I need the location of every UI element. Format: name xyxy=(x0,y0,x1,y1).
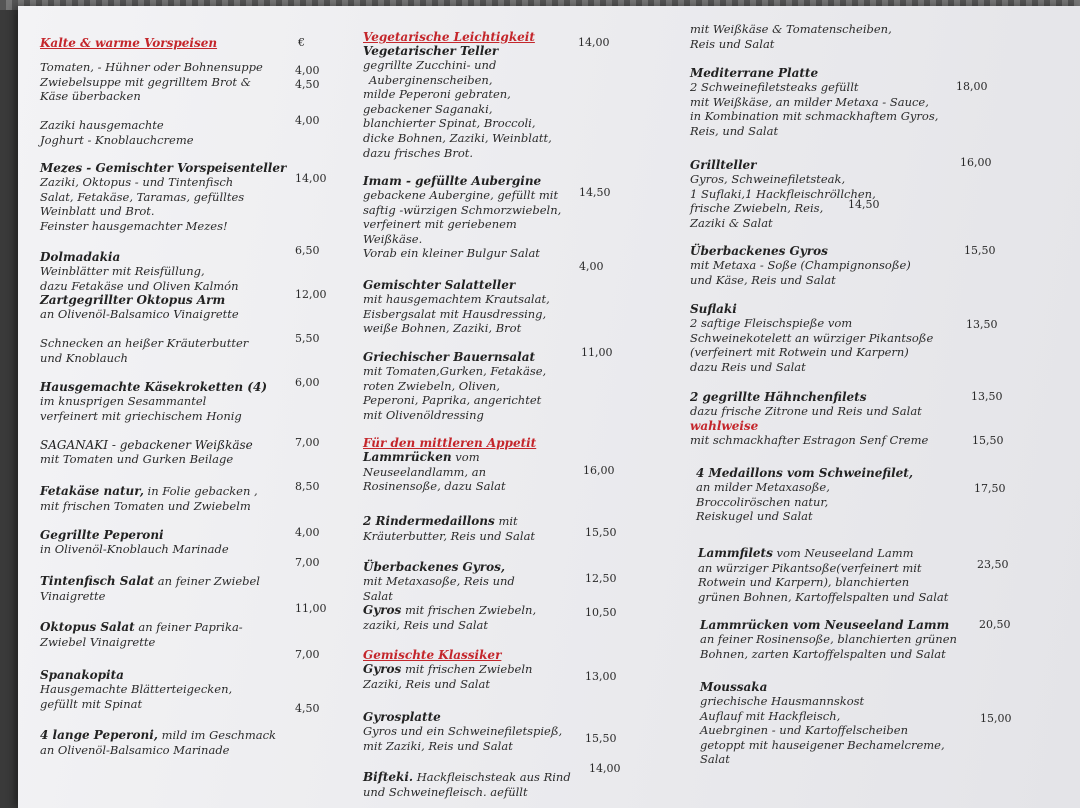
price: 20,50 xyxy=(979,618,1011,631)
price: 8,50 xyxy=(295,480,320,493)
price: 13,50 xyxy=(971,390,1003,403)
menu-item-gyros-klassiker: Gyros mit frischen Zwiebeln Zaziki, Reis und Salat xyxy=(363,662,533,691)
price: 15,50 xyxy=(585,732,617,745)
price: 15,50 xyxy=(585,526,617,539)
price: 12,50 xyxy=(585,572,617,585)
price: 11,00 xyxy=(581,346,613,359)
menu-item-suppen: Tomaten, - Hühner oder Bohnensuppe Zwiebelsuppe mit gegrilltem Brot & Käse überbacken xyxy=(40,60,263,104)
price: 4,00 xyxy=(295,526,320,539)
menu-item-ueberbackenes-gyros-2: Überbackenes Gyros mit Metaxa - Soße (Champignonsoße) und Käse, Reis und Salat xyxy=(690,244,911,287)
currency-symbol: € xyxy=(298,36,305,49)
menu-item-schnecken: Schnecken an heißer Kräuterbutter und Knoblauch xyxy=(40,336,249,365)
price: 15,50 xyxy=(972,434,1004,447)
menu-item-suflaki: Suflaki 2 saftige Fleischspieße vom Schweinekotelett an würziger Pikantsoße (verfeinert mit Rotwein und Karpern) dazu Reis und Salat xyxy=(690,302,934,374)
price: 14,50 xyxy=(579,186,611,199)
menu-item-kaesekroketten: Hausgemachte Käsekroketten (4) im knusprigen Sesammantel verfeinert mit griechischem Honig xyxy=(40,380,267,423)
price: 16,00 xyxy=(960,156,992,169)
menu-item-grillteller: Grillteller Gyros, Schweinefiletsteak, 1 Suflaki,1 Hackfleischröllchen, frische Zwiebeln, Reis, Zaziki & Salat xyxy=(690,158,876,230)
price: 14,00 xyxy=(295,172,327,185)
menu-item-bifteki: Bifteki. Hackfleischsteak aus Rind und Schweinefleisch. aefüllt xyxy=(363,770,571,799)
menu-item-lammruecken: Lammrücken vom Neuseelandlamm, an Rosinensoße, dazu Salat xyxy=(363,450,506,494)
price: 5,50 xyxy=(295,332,320,345)
menu-item-lange-peperoni: 4 lange Peperoni, mild im Geschmack an Olivenöl-Balsamico Marinade xyxy=(40,728,277,757)
price: 10,50 xyxy=(585,606,617,619)
price: 7,00 xyxy=(295,556,320,569)
menu-item-lammfilets: Lammfilets vom Neuseeland Lamm an würziger Pikantsoße(verfeinert mit Rotwein und Karpern), blanchierten grünen Bohnen, Kartoffelspalten und Salat xyxy=(698,546,949,604)
menu-item-vegetarischer-teller: Vegetarischer Teller gegrillte Zucchini- und Auberginenscheiben, milde Peperoni gebraten, gebackener Saganaki, blanchierter Spinat, Broccoli, dicke Bohnen, Zaziki, Weinblatt, dazu frisches Brot. xyxy=(363,44,552,160)
price: 15,00 xyxy=(980,712,1012,725)
menu-item-gyrosplatte: Gyrosplatte Gyros und ein Schweinefiletspieß, mit Zaziki, Reis und Salat xyxy=(363,710,563,753)
menu-item-spanakopita: Spanakopita Hausgemachte Blätterteigecken, gefüllt mit Spinat xyxy=(40,668,233,711)
menu-item-bauernsalat: Griechischer Bauernsalat mit Tomaten,Gurken, Fetakäse, roten Zwiebeln, Oliven, Peperoni, Paprika, angerichtet mit Olivenöldressing xyxy=(363,350,547,422)
price: 4,50 xyxy=(295,702,320,715)
menu-item-moussaka: Moussaka griechische Hausmannskost Auflauf mit Hackfleisch, Auebrginen - und Kartoffelscheiben getoppt mit hauseigener Bechamelcreme, Salat xyxy=(700,680,945,767)
section-title-vorspeisen: Kalte & warme Vorspeisen xyxy=(40,36,218,50)
price: 18,00 xyxy=(956,80,988,93)
price: 12,00 xyxy=(295,288,327,301)
price: 16,00 xyxy=(583,464,615,477)
menu-item-oktopus-salat: Oktopus Salat an feiner Paprika- Zwiebel Vinaigrette xyxy=(40,620,243,649)
menu-item-continuation: mit Weißkäse & Tomatenscheiben, Reis und Salat xyxy=(690,22,892,51)
price: 14,00 xyxy=(589,762,621,775)
price: 4,00 xyxy=(579,260,604,273)
price: 17,50 xyxy=(974,482,1006,495)
price: 4,00 xyxy=(295,64,320,77)
section-title-vegetarisch: Vegetarische Leichtigkeit xyxy=(363,30,535,44)
price: 14,50 xyxy=(848,198,880,211)
price: 4,00 xyxy=(295,114,320,127)
menu-item-tintenfisch-salat: Tintenfisch Salat an feiner Zwiebel Vinaigrette xyxy=(40,574,260,603)
section-title-gemischte-klassiker: Gemischte Klassiker xyxy=(363,648,502,662)
price: 14,00 xyxy=(578,36,610,49)
menu-item-zaziki: Zaziki hausgemachte Joghurt - Knoblauchcreme xyxy=(40,118,194,147)
price: 13,50 xyxy=(966,318,998,331)
menu-page xyxy=(18,6,1080,808)
menu-item-mediterrane-platte: Mediterrane Platte 2 Schweinefiletsteaks gefüllt mit Weißkäse, an milder Metaxa - Sauce, in Kombination mit schmackhaftem Gyros, Reis, und Salat xyxy=(690,66,939,138)
section-title-mittlerer-appetit: Für den mittleren Appetit xyxy=(363,436,537,450)
menu-item-peperoni: Gegrillte Peperoni in Olivenöl-Knoblauch Marinade xyxy=(40,528,229,556)
price: 7,00 xyxy=(295,648,320,661)
menu-item-lammruecken-2: Lammrücken vom Neuseeland Lamm an feiner Rosinensoße, blanchierten grünen Bohnen, zarten Kartoffelspalten und Salat xyxy=(700,618,957,661)
menu-item-fetakaese: Fetakäse natur, in Folie gebacken , mit frischen Tomaten und Zwiebelm xyxy=(40,484,258,513)
menu-item-dolmadakia: Dolmadakia Weinblätter mit Reisfüllung, dazu Fetakäse und Oliven Kalmón Zartgegrillter Oktopus Arm an Olivenöl-Balsamico Vinaigrette xyxy=(40,250,239,322)
menu-item-saganaki: SAGANAKI - gebackener Weißkäse mit Tomaten und Gurken Beilage xyxy=(40,438,253,466)
menu-item-gemischter-salatteller: Gemischter Salatteller mit hausgemachtem Krautsalat, Eisbergsalat mit Hausdressing, weiße Bohnen, Zaziki, Brot xyxy=(363,278,550,336)
price: 6,50 xyxy=(295,244,320,257)
menu-item-imam: Imam - gefüllte Aubergine gebackene Aubergine, gefüllt mit saftig -würzigen Schmorzwiebeln, verfeinert mit geriebenem Weißkäse. Vorab ein kleiner Bulgur Salat xyxy=(363,174,562,261)
price: 7,00 xyxy=(295,436,320,449)
menu-item-rindermedaillons: 2 Rindermedaillons mit Kräuterbutter, Reis und Salat xyxy=(363,514,536,543)
menu-item-medaillons-schweinefilet: 4 Medaillons vom Schweinefilet, an milder Metaxasoße, Broccoliröschen natur, Reiskugel und Salat xyxy=(696,466,914,524)
price: 6,00 xyxy=(295,376,320,389)
price: 15,50 xyxy=(964,244,996,257)
menu-item-mezes: Mezes - Gemischter Vorspeisenteller Zaziki, Oktopus - und Tintenfisch Salat, Fetakäse, Taramas, gefülltes Weinblatt und Brot. Feinster hausgemachter Mezes! xyxy=(40,161,287,233)
price: 4,50 xyxy=(295,78,320,91)
menu-item-haehnchenfilets: 2 gegrillte Hähnchenfilets dazu frische Zitrone und Reis und Salat wahlweise mit schmackhafter Estragon Senf Creme xyxy=(690,390,929,447)
price: 11,00 xyxy=(295,602,327,615)
price: 23,50 xyxy=(977,558,1009,571)
menu-item-ueberbackenes-gyros: Überbackenes Gyros, mit Metaxasoße, Reis und Salat Gyros mit frischen Zwiebeln, zaziki, Reis und Salat xyxy=(363,560,537,632)
price: 13,00 xyxy=(585,670,617,683)
